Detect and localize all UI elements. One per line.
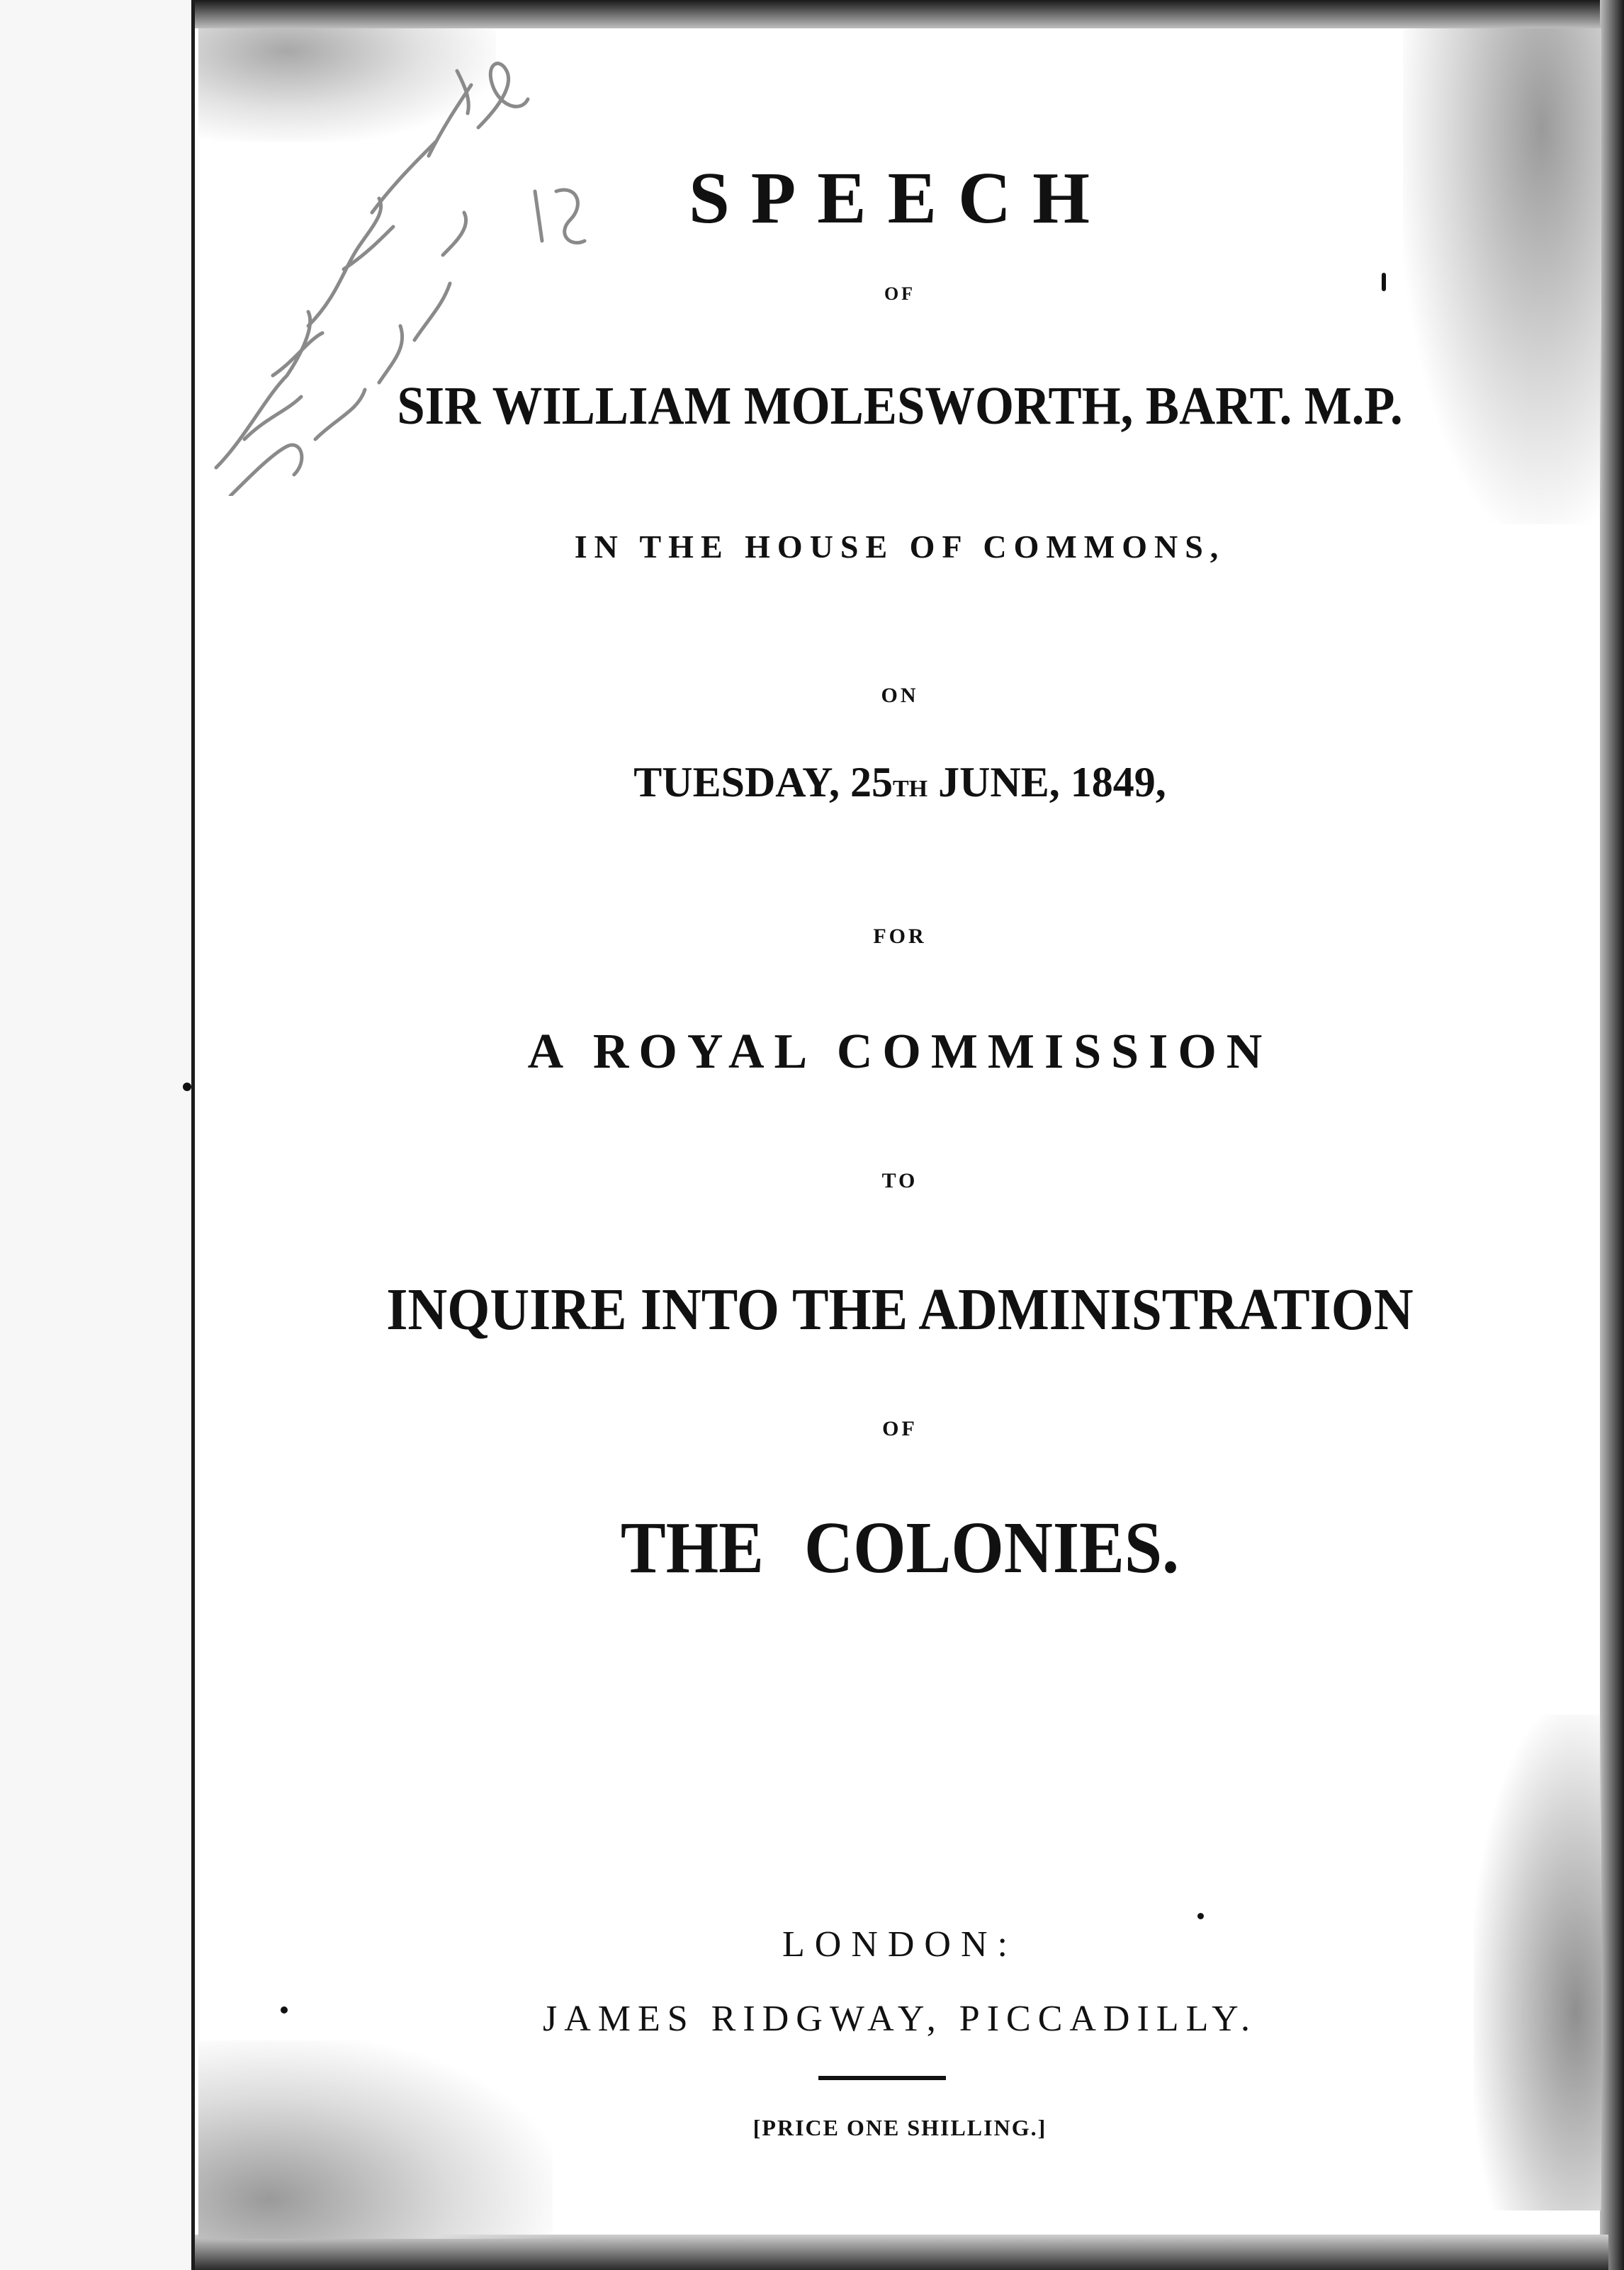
author-line: SIR WILLIAM MOLESWORTH, BART. M.P. xyxy=(397,376,1403,436)
scan-bottom-edge xyxy=(195,2235,1608,2270)
connector-to: TO xyxy=(881,1169,918,1192)
connector-of-1: OF xyxy=(884,283,916,304)
ink-speck xyxy=(1197,1913,1204,1919)
date-ordinal-suffix: TH xyxy=(892,776,928,802)
imprint-place: LONDON: xyxy=(782,1924,1017,1965)
purpose-line: INQUIRE INTO THE ADMINISTRATION xyxy=(386,1277,1414,1343)
ink-speck xyxy=(1382,273,1386,291)
subject-line: A ROYAL COMMISSION xyxy=(527,1024,1273,1079)
imprint-publisher: JAMES RIDGWAY, PICCADILLY. xyxy=(543,1999,1257,2039)
scan-top-edge xyxy=(195,0,1608,28)
connector-of-2: OF xyxy=(882,1417,918,1440)
date-line xyxy=(195,758,1605,807)
connector-on: ON xyxy=(881,684,919,707)
connector-for: FOR xyxy=(873,925,927,948)
venue-line: IN THE HOUSE OF COMMONS, xyxy=(574,529,1226,565)
divider-rule xyxy=(818,2076,946,2080)
ink-speck xyxy=(183,1083,191,1091)
price-note: [PRICE ONE SHILLING.] xyxy=(752,2115,1047,2140)
left-page-edge xyxy=(0,0,195,2270)
date-rest: JUNE, 1849, xyxy=(927,759,1166,806)
scan-shadow-top-right xyxy=(1403,28,1601,524)
object-line: THE COLONIES. xyxy=(620,1507,1180,1588)
date-prefix: TUESDAY, 25 xyxy=(633,759,893,806)
ink-speck xyxy=(281,2006,288,2014)
page-title: SPEECH xyxy=(688,157,1112,239)
